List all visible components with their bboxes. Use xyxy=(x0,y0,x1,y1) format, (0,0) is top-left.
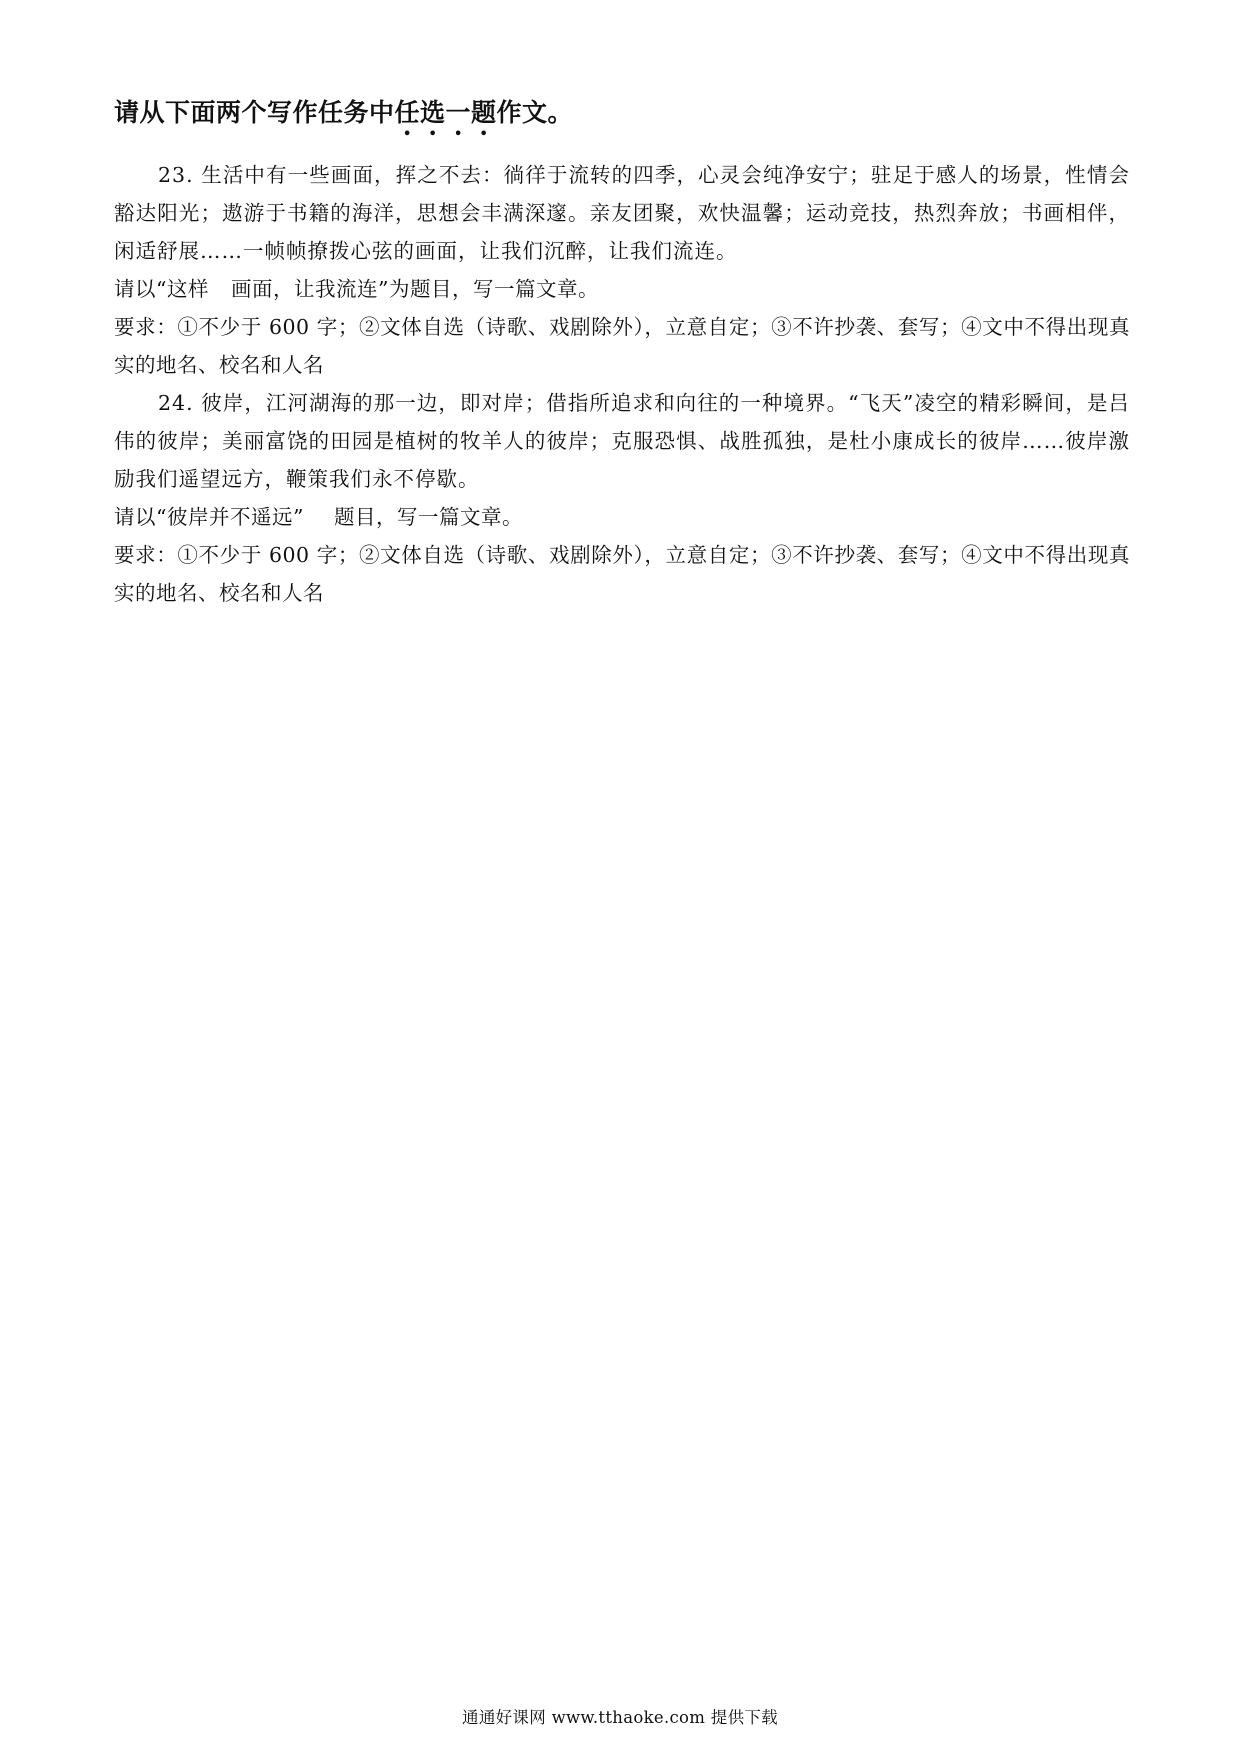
task-24-body xyxy=(114,384,1130,498)
task-23-prompt-start: 请以“这样 xyxy=(114,277,209,301)
task-23-text: 生活中有一些画面，挥之不去：徜徉于流转的四季，心灵会纯净安宁；驻足于感人的场景，性情会豁达阳光；遨游于书籍的海洋，思想会丰满深邃。亲友团聚，欢快温馨；运动竞技，热烈奔放；书画相伴，闲适舒展……一帧帧撩拨心弦的画面，让我们沉醉，让我们流连。 xyxy=(114,163,1130,263)
task-24 xyxy=(114,384,1130,612)
task-23-requirements: 要求：①不少于 600 字；②文体自选（诗歌、戏剧除外），立意自定；③不许抄袭、套写；④文中不得出现真实的地名、校名和人名 xyxy=(114,315,1130,377)
task-24-requirements: 要求：①不少于 600 字；②文体自选（诗歌、戏剧除外），立意自定；③不许抄袭、套写；④文中不得出现真实的地名、校名和人名 xyxy=(114,543,1130,605)
page-footer: 通通好课网 www.tthaoke.com 提供下载 xyxy=(462,1708,778,1727)
writing-tasks xyxy=(114,96,1130,612)
instruction-text: 请从下面两个写作任务中 xyxy=(114,98,395,127)
task-23-prompt-end: 画面，让我流连”为题目，写一篇文章。 xyxy=(230,277,599,301)
task-23-number: 23. xyxy=(158,163,194,187)
instruction-emphasis: 任选一题 xyxy=(394,98,497,127)
task-23 xyxy=(114,156,1130,384)
instruction-ending: 作文。 xyxy=(496,98,574,127)
task-24-number: 24. xyxy=(158,391,194,415)
task-23-prompt xyxy=(114,270,1130,308)
task-24-prompt xyxy=(114,498,1130,536)
task-24-prompt-start: 请以“彼岸并不遥远” xyxy=(114,505,304,529)
task-24-prompt-end: 题目，写一篇文章。 xyxy=(333,505,523,529)
task-23-body xyxy=(114,156,1130,270)
task-24-text: 彼岸，江河湖海的那一边，即对岸；借指所追求和向往的一种境界。“飞天”凌空的精彩瞬间，是吕伟的彼岸；美丽富饶的田园是植树的牧羊人的彼岸；克服恐惧、战胜孤独，是杜小康成长的彼岸……彼岸激励我们遥望远方，鞭策我们永不停歇。 xyxy=(114,391,1130,491)
instruction-heading xyxy=(114,96,1130,142)
